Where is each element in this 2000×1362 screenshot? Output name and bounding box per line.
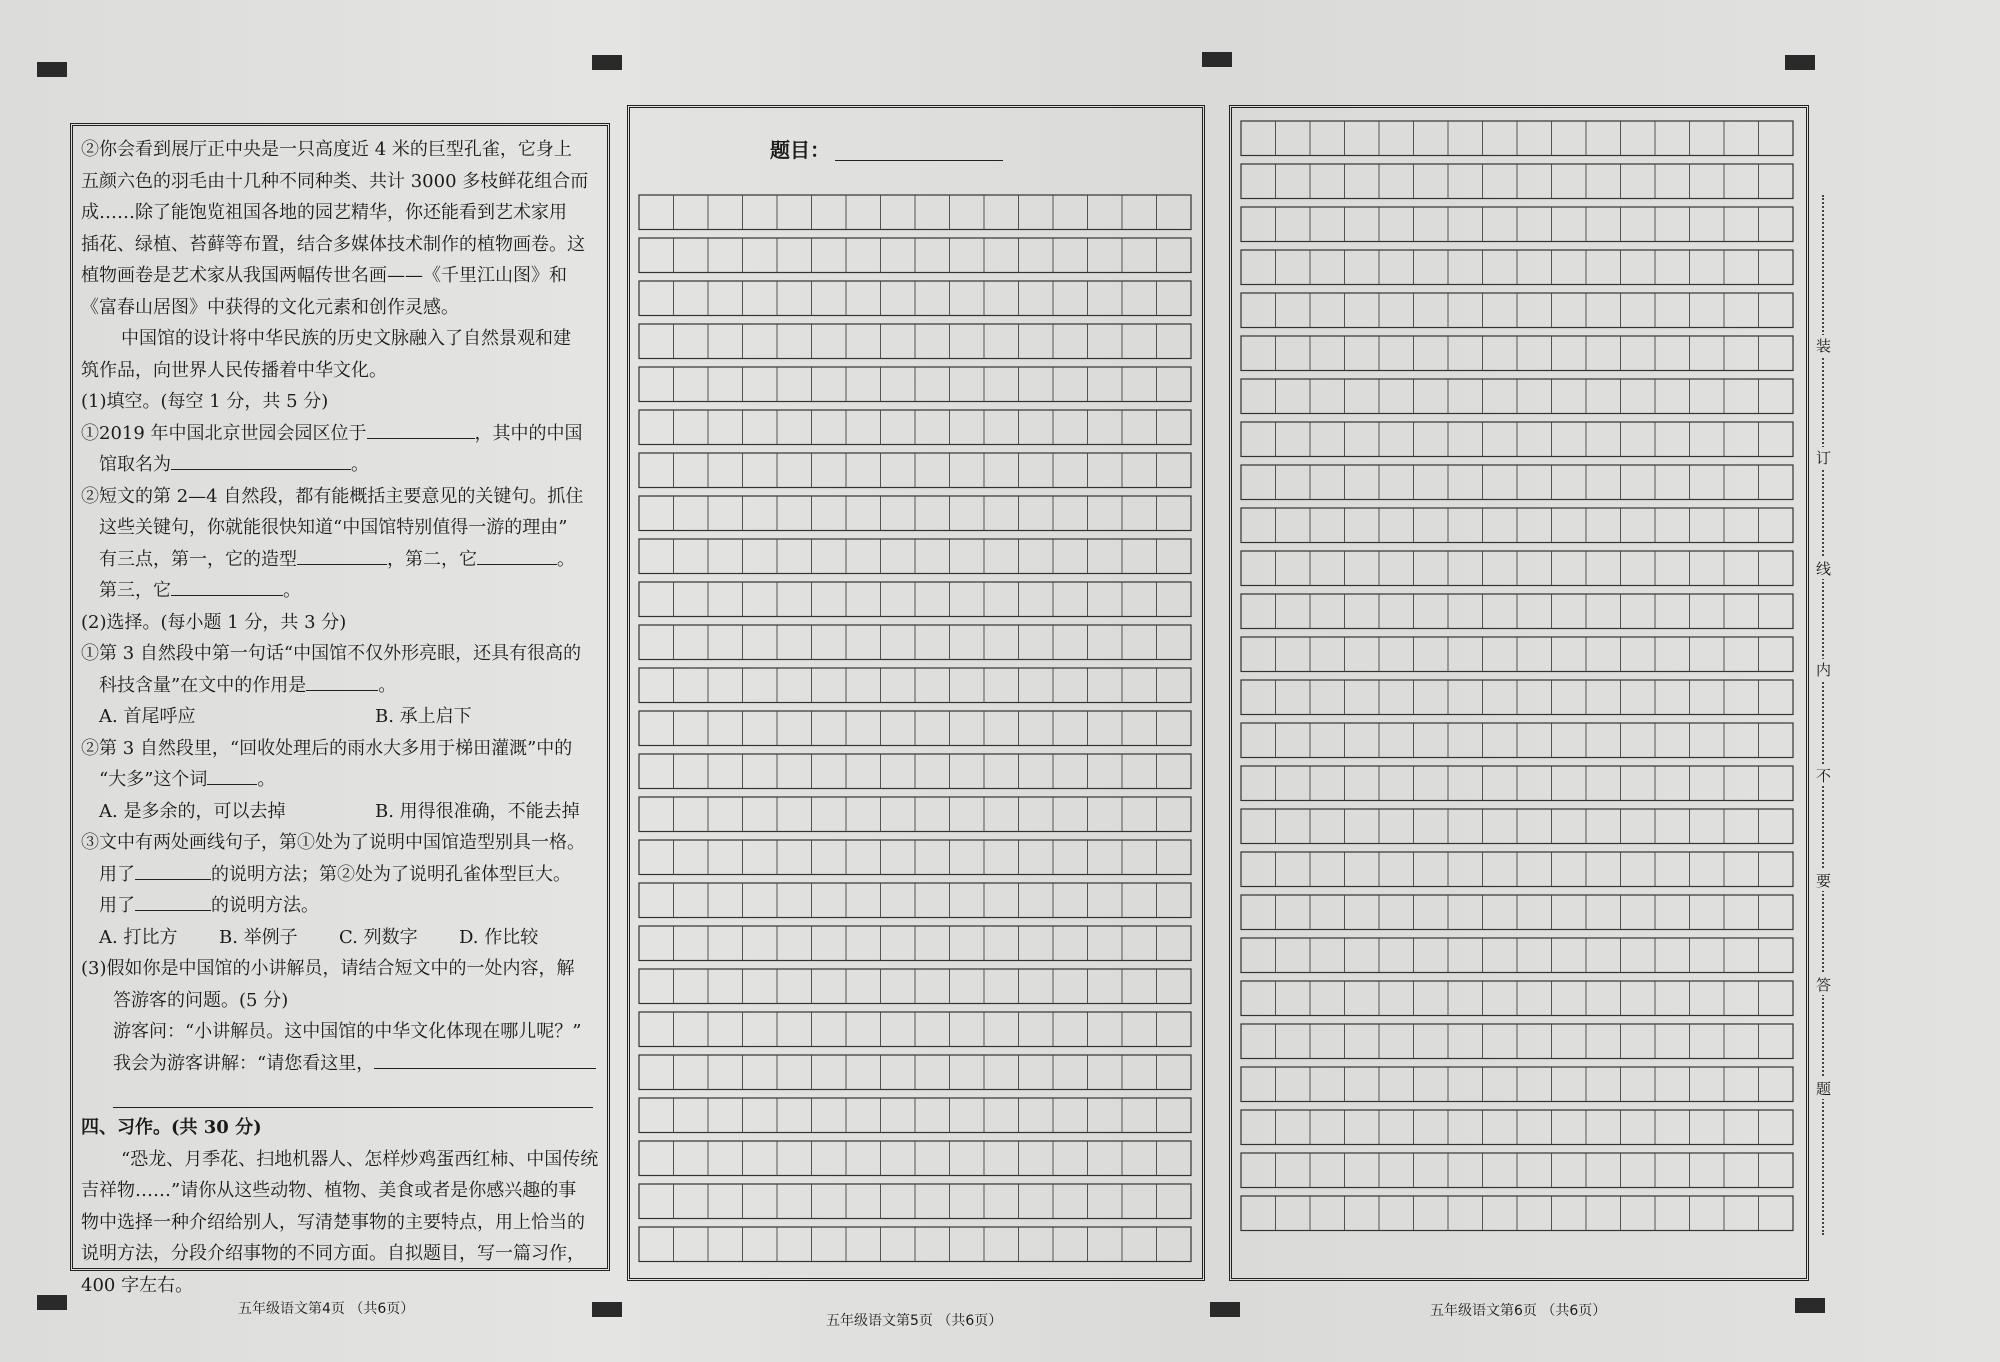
grid-row[interactable] bbox=[1241, 1110, 1793, 1145]
q2-item1-cont bbox=[81, 670, 601, 702]
q2-item2-cont bbox=[81, 764, 601, 796]
option-a[interactable]: A. 是多余的，可以去掉 bbox=[99, 800, 286, 822]
q1-item1-text: ，其中的中国 bbox=[474, 422, 583, 444]
answer-blank[interactable] bbox=[171, 451, 351, 470]
grid-row[interactable] bbox=[1241, 508, 1793, 543]
q2-item3-cont bbox=[81, 890, 601, 922]
page-footer: 五年级语文第5页 （共6页） bbox=[826, 1313, 1003, 1329]
option-c[interactable]: C. 列数字 bbox=[339, 926, 418, 948]
grid-row[interactable] bbox=[639, 238, 1191, 273]
grid-row[interactable] bbox=[1241, 336, 1793, 371]
passage-line: 成……除了能饱览祖国各地的园艺精华，你还能看到艺术家用 bbox=[81, 202, 567, 223]
section4-line: 吉祥物……”请你从这些动物、植物、美食或者是你感兴趣的事 bbox=[81, 1180, 577, 1201]
option-a[interactable]: A. 首尾呼应 bbox=[99, 706, 196, 727]
grid-row[interactable] bbox=[1241, 250, 1793, 285]
grid-row[interactable] bbox=[639, 840, 1191, 875]
registration-mark bbox=[592, 1302, 622, 1317]
grid-row[interactable] bbox=[639, 324, 1191, 359]
grid-row[interactable] bbox=[1241, 981, 1793, 1016]
grid-row[interactable] bbox=[639, 453, 1191, 488]
grid-row[interactable] bbox=[639, 1227, 1191, 1262]
q2-item1: ①第 3 自然段中第一句话“中国馆不仅外形亮眼，还具有很高的 bbox=[81, 643, 582, 664]
registration-mark bbox=[1202, 52, 1232, 67]
answer-blank[interactable] bbox=[207, 766, 257, 785]
q3-visitor-question: 游客问：“小讲解员。这中国馆的中华文化体现在哪儿呢？” bbox=[113, 1021, 582, 1042]
option-b[interactable]: B. 举例子 bbox=[219, 926, 298, 948]
q2-item2-options bbox=[81, 796, 601, 828]
registration-mark bbox=[1210, 1302, 1240, 1317]
q1-item2-text: 第三，它 bbox=[99, 580, 171, 601]
grid-row[interactable] bbox=[1241, 1024, 1793, 1059]
registration-mark bbox=[592, 55, 622, 70]
grid-row[interactable] bbox=[1241, 1153, 1793, 1188]
closing-line: 中国馆的设计将中华民族的历史文脉融入了自然景观和建 bbox=[121, 328, 571, 349]
q2-item1-text: 科技含量”在文中的作用是 bbox=[99, 674, 307, 696]
grid-row[interactable] bbox=[1241, 1196, 1793, 1231]
answer-blank[interactable] bbox=[306, 672, 378, 691]
grid-row[interactable] bbox=[639, 883, 1191, 918]
q1-item1-text: 馆取名为 bbox=[99, 454, 171, 475]
q3-line: (3)假如你是中国馆的小讲解员，请结合短文中的一处内容，解 bbox=[81, 958, 575, 979]
grid-row[interactable] bbox=[1241, 422, 1793, 457]
q2-item1-options bbox=[81, 701, 601, 733]
answer-blank[interactable] bbox=[374, 1050, 596, 1069]
passage-line: 植物画卷是艺术家从我国两幅传世名画——《千里江山图》和 bbox=[81, 265, 567, 286]
answer-blank[interactable] bbox=[135, 892, 211, 911]
registration-mark bbox=[1795, 1298, 1825, 1313]
q2-item2-text: 。 bbox=[257, 769, 276, 790]
q2-item3-text: 用了 bbox=[99, 863, 135, 885]
q1-item2-text: 。 bbox=[283, 580, 301, 601]
q1-item1 bbox=[81, 418, 601, 450]
grid-row[interactable] bbox=[1241, 121, 1793, 156]
answer-blank[interactable] bbox=[477, 546, 557, 565]
grid-row[interactable] bbox=[1241, 207, 1793, 242]
section4-line: 说明方法，分段介绍事物的不同方面。自拟题目，写一篇习作， bbox=[81, 1243, 585, 1264]
grid-row[interactable] bbox=[639, 797, 1191, 832]
answer-blank[interactable] bbox=[297, 546, 387, 565]
page-footer: 五年级语文第6页 （共6页） bbox=[1430, 1303, 1607, 1319]
q2-heading: (2)选择。(每小题 1 分，共 3 分) bbox=[81, 611, 347, 633]
grid-row[interactable] bbox=[639, 1098, 1191, 1133]
essay-grid-right[interactable] bbox=[1240, 120, 1800, 1274]
section4-line: 400 字左右。 bbox=[81, 1274, 194, 1296]
essay-title-label: 题目： bbox=[770, 138, 830, 162]
passage-line: 五颜六色的羽毛由十几种不同种类、共计 3000 多枝鲜花组合而 bbox=[81, 170, 589, 192]
seal-line-char: 不 bbox=[1816, 767, 1832, 785]
answer-blank[interactable] bbox=[367, 420, 475, 439]
grid-row[interactable] bbox=[1241, 594, 1793, 629]
closing-line: 筑作品，向世界人民传播着中华文化。 bbox=[81, 359, 387, 381]
option-a[interactable]: A. 打比方 bbox=[99, 926, 178, 948]
grid-row[interactable] bbox=[639, 926, 1191, 961]
q2-item3-text: 的说明方法；第②处为了说明孔雀体型巨大。 bbox=[211, 863, 571, 885]
grid-row[interactable] bbox=[639, 195, 1191, 230]
grid-row[interactable] bbox=[1241, 465, 1793, 500]
q1-item2: 这些关键句，你就能很快知道“中国馆特别值得一游的理由” bbox=[99, 517, 568, 538]
answer-blank[interactable] bbox=[171, 577, 283, 596]
grid-row[interactable] bbox=[639, 496, 1191, 531]
grid-row[interactable] bbox=[1241, 809, 1793, 844]
grid-row[interactable] bbox=[639, 711, 1191, 746]
grid-row[interactable] bbox=[639, 1012, 1191, 1047]
seal-line-char: 题 bbox=[1816, 1080, 1832, 1098]
q2-item1-text: 。 bbox=[378, 674, 397, 696]
option-b[interactable]: B. 用得很准确，不能去掉 bbox=[375, 800, 580, 822]
seal-line-char: 答 bbox=[1816, 976, 1832, 994]
passage-line: 《富春山居图》中获得的文化元素和创作灵感。 bbox=[81, 296, 459, 318]
registration-mark bbox=[1785, 55, 1815, 70]
grid-row[interactable] bbox=[1241, 1067, 1793, 1102]
seal-line-char: 线 bbox=[1816, 560, 1832, 578]
grid-row[interactable] bbox=[1241, 379, 1793, 414]
grid-row[interactable] bbox=[1241, 680, 1793, 715]
q2-item2-text: “大多”这个词 bbox=[99, 769, 208, 790]
seal-line-char: 订 bbox=[1816, 449, 1832, 467]
q2-item3: ③文中有两处画线句子，第①处为了说明中国馆造型别具一格。 bbox=[81, 832, 585, 853]
grid-row[interactable] bbox=[639, 625, 1191, 660]
grid-row[interactable] bbox=[1241, 293, 1793, 328]
q3-answer-start bbox=[81, 1048, 601, 1080]
registration-mark bbox=[37, 1295, 67, 1310]
q2-item2: ②第 3 自然段里，“回收处理后的雨水大多用于梯田灌溉”中的 bbox=[81, 737, 573, 759]
q2-item3-cont bbox=[81, 859, 601, 891]
q1-heading: (1)填空。(每空 1 分，共 5 分) bbox=[81, 391, 329, 412]
passage-line: 插花、绿植、苔藓等布置，结合多媒体技术制作的植物画卷。这 bbox=[81, 233, 585, 255]
left-page-text bbox=[81, 134, 601, 1301]
grid-row[interactable] bbox=[639, 969, 1191, 1004]
grid-row[interactable] bbox=[1241, 551, 1793, 586]
q1-item2-text: ，第二，它 bbox=[387, 548, 477, 570]
answer-line[interactable] bbox=[113, 1079, 593, 1108]
q1-item2-text: 有三点，第一，它的造型 bbox=[99, 548, 297, 570]
q1-item2-text: 。 bbox=[557, 548, 575, 570]
grid-row[interactable] bbox=[1241, 164, 1793, 199]
seal-line-char: 内 bbox=[1816, 661, 1832, 679]
q1-item1-text: 。 bbox=[351, 454, 369, 475]
q1-item2-blanks bbox=[81, 544, 601, 576]
q3-answer-text: 我会为游客讲解：“请您看这里， bbox=[113, 1052, 375, 1074]
grid-row[interactable] bbox=[1241, 895, 1793, 930]
option-b[interactable]: B. 承上启下 bbox=[375, 706, 472, 727]
answer-blank[interactable] bbox=[135, 861, 211, 880]
middle-page-panel bbox=[627, 105, 1205, 1281]
grid-row[interactable] bbox=[1241, 852, 1793, 887]
q1-item2: ②短文的第 2—4 自然段，都有能概括主要意见的关键句。抓住 bbox=[81, 485, 584, 507]
q2-item3-text: 的说明方法。 bbox=[211, 895, 319, 916]
seal-line-char: 要 bbox=[1816, 872, 1832, 890]
grid-row[interactable] bbox=[639, 1055, 1191, 1090]
section4-line: “恐龙、月季花、扫地机器人、怎样炒鸡蛋西红柿、中国传统 bbox=[121, 1148, 599, 1170]
grid-row[interactable] bbox=[639, 1141, 1191, 1176]
section4-heading: 四、习作。(共 30 分) bbox=[81, 1117, 262, 1138]
q3-line: 答游客的问题。(5 分) bbox=[113, 989, 289, 1011]
page-footer: 五年级语文第4页 （共6页） bbox=[238, 1301, 415, 1317]
seal-line-char: 装 bbox=[1816, 337, 1832, 355]
q1-item1-text: ①2019 年中国北京世园会园区位于 bbox=[81, 422, 367, 444]
grid-row[interactable] bbox=[1241, 723, 1793, 758]
registration-mark bbox=[37, 62, 67, 77]
grid-row[interactable] bbox=[1241, 766, 1793, 801]
essay-title-field[interactable] bbox=[835, 160, 1003, 161]
q2-item3-options bbox=[81, 922, 601, 954]
essay-grid-middle[interactable] bbox=[638, 194, 1198, 1274]
grid-row[interactable] bbox=[639, 668, 1191, 703]
grid-row[interactable] bbox=[639, 754, 1191, 789]
option-d[interactable]: D. 作比较 bbox=[459, 926, 539, 948]
passage-line: ②你会看到展厅正中央是一只高度近 4 米的巨型孔雀，它身上 bbox=[81, 139, 572, 160]
right-page-panel bbox=[1229, 105, 1809, 1281]
grid-row[interactable] bbox=[639, 367, 1191, 402]
grid-row[interactable] bbox=[639, 410, 1191, 445]
grid-row[interactable] bbox=[1241, 938, 1793, 973]
left-page-panel bbox=[70, 123, 610, 1296]
q2-item3-text: 用了 bbox=[99, 895, 135, 916]
section4-line: 物中选择一种介绍给别人，写清楚事物的主要特点，用上恰当的 bbox=[81, 1211, 585, 1233]
grid-row[interactable] bbox=[639, 582, 1191, 617]
grid-row[interactable] bbox=[639, 1184, 1191, 1219]
grid-row[interactable] bbox=[639, 281, 1191, 316]
q1-item1-cont bbox=[81, 449, 601, 481]
grid-row[interactable] bbox=[639, 539, 1191, 574]
grid-row[interactable] bbox=[1241, 637, 1793, 672]
q1-item2-blanks bbox=[81, 575, 601, 607]
